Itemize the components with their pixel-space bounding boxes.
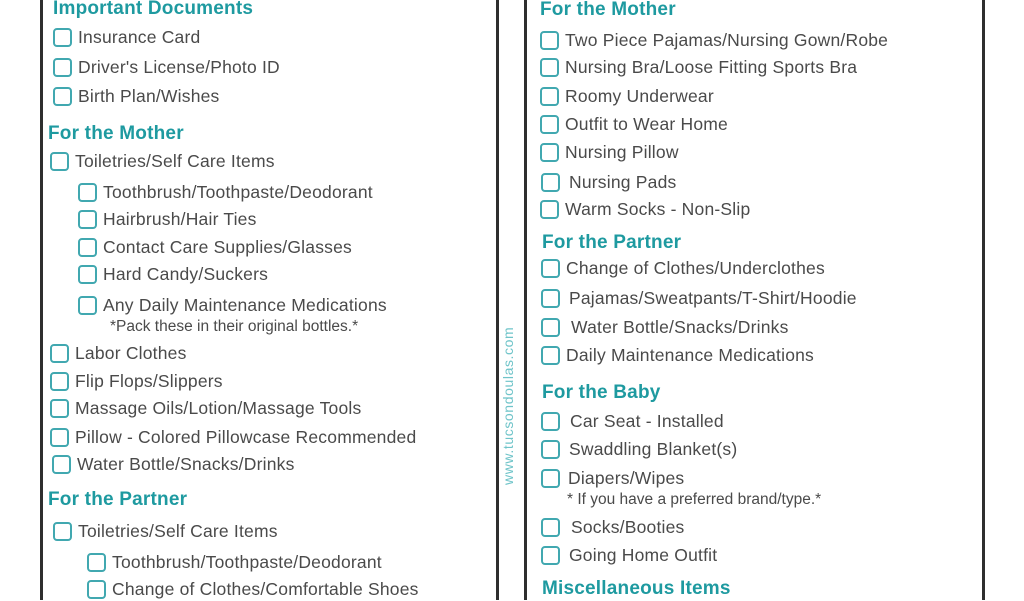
item-label: Toiletries/Self Care Items [78, 521, 278, 541]
checkbox[interactable] [541, 346, 560, 365]
section-heading-miscellaneous-items: Miscellaneous Items [542, 578, 731, 599]
checkbox[interactable] [540, 31, 559, 50]
item-label: Massage Oils/Lotion/Massage Tools [75, 398, 362, 418]
checkbox[interactable] [540, 87, 559, 106]
checkbox[interactable] [541, 412, 560, 431]
item-label: Swaddling Blanket(s) [569, 439, 738, 459]
checkbox[interactable] [540, 143, 559, 162]
item-label: Toothbrush/Toothpaste/Deodorant [112, 552, 382, 572]
item-label: Water Bottle/Snacks/Drinks [571, 317, 789, 337]
item-label: Socks/Booties [571, 517, 685, 537]
section-heading-for-the-mother: For the Mother [48, 123, 184, 144]
item-label: Flip Flops/Slippers [75, 371, 223, 391]
item-label: Pajamas/Sweatpants/T-Shirt/Hoodie [569, 288, 857, 308]
section-heading-for-the-partner: For the Partner [48, 489, 188, 510]
section-heading-for-the-mother: For the Mother [540, 0, 676, 20]
item-label: Nursing Bra/Loose Fitting Sports Bra [565, 57, 858, 77]
item-label: Hairbrush/Hair Ties [103, 209, 257, 229]
checkbox[interactable] [541, 546, 560, 565]
item-label: Driver's License/Photo ID [78, 57, 280, 77]
item-label: Outfit to Wear Home [565, 114, 728, 134]
item-label: Hard Candy/Suckers [103, 264, 269, 284]
item-label: Going Home Outfit [569, 545, 718, 565]
diapers-note: * If you have a preferred brand/type.* [567, 491, 822, 508]
item-label: Daily Maintenance Medications [566, 345, 815, 365]
checkbox[interactable] [540, 200, 559, 219]
item-label: Contact Care Supplies/Glasses [103, 237, 352, 257]
section-heading-for-the-partner: For the Partner [542, 232, 682, 253]
item-label: Roomy Underwear [565, 86, 714, 106]
item-label: Pillow - Colored Pillowcase Recommended [75, 427, 417, 447]
item-label: Change of Clothes/Underclothes [566, 258, 825, 278]
item-label: Toiletries/Self Care Items [75, 151, 275, 171]
item-label: Two Piece Pajamas/Nursing Gown/Robe [565, 30, 889, 50]
checkbox[interactable] [541, 259, 560, 278]
item-label: Labor Clothes [75, 343, 187, 363]
checkbox[interactable] [541, 440, 560, 459]
checkbox[interactable] [541, 173, 560, 192]
checkbox[interactable] [541, 318, 560, 337]
section-heading-important-documents: Important Documents [53, 0, 254, 19]
item-label: Change of Clothes/Comfortable Shoes [112, 579, 419, 599]
item-label: Insurance Card [78, 27, 201, 47]
checkbox[interactable] [541, 469, 560, 488]
item-label: Toothbrush/Toothpaste/Deodorant [103, 182, 373, 202]
item-label: Warm Socks - Non-Slip [565, 199, 751, 219]
checkbox[interactable] [540, 115, 559, 134]
checkbox[interactable] [541, 289, 560, 308]
item-label: Any Daily Maintenance Medications [103, 295, 387, 315]
medications-note: *Pack these in their original bottles.* [110, 318, 359, 335]
checkbox[interactable] [540, 58, 559, 77]
item-label: Nursing Pads [569, 172, 677, 192]
item-label: Birth Plan/Wishes [78, 86, 220, 106]
checkbox[interactable] [541, 518, 560, 537]
item-label: Car Seat - Installed [570, 411, 724, 431]
section-heading-for-the-baby: For the Baby [542, 382, 661, 403]
item-label: Water Bottle/Snacks/Drinks [77, 454, 295, 474]
item-label: Nursing Pillow [565, 142, 679, 162]
item-label: Diapers/Wipes [568, 468, 685, 488]
website-watermark: www.tucsondoulas.com [500, 326, 516, 485]
